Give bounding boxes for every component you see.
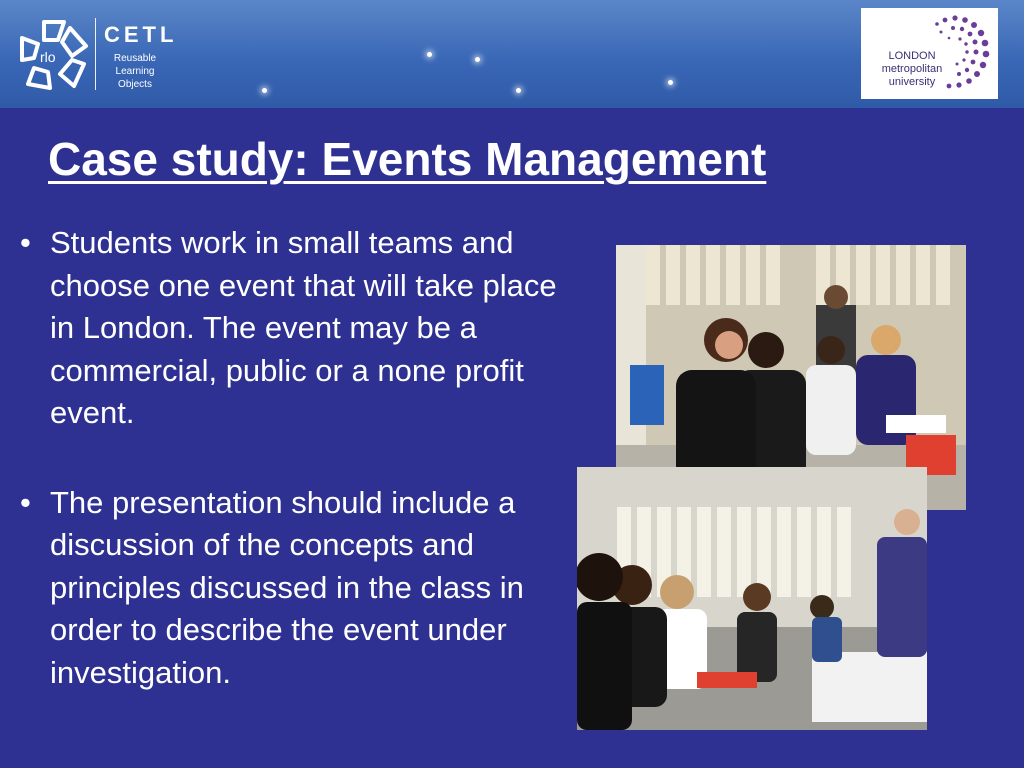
sparkle	[516, 88, 521, 93]
cetl-subtitle-line: Reusable	[113, 53, 157, 64]
sparkle	[475, 57, 480, 62]
university-name	[868, 50, 956, 89]
sparkle	[668, 80, 673, 85]
bullet-text: Students work in small teams and choose one event that will take place in London. The event may be a commercial, public or a none profit event.	[50, 225, 557, 430]
bullet-list	[18, 222, 583, 694]
bullet-marker: •	[20, 225, 31, 260]
bullet-text: The presentation should include a discussion of the concepts and principles discussed in the class in order to describe the event under investigation.	[50, 484, 524, 690]
logo-divider	[95, 18, 96, 90]
classroom-photo-lecture	[577, 467, 927, 730]
bullet-item	[18, 222, 583, 435]
slide-title: Case study: Events Management	[48, 133, 767, 185]
sparkle	[262, 88, 267, 93]
university-name-line: university	[888, 76, 936, 88]
cetl-subtitle-line: Objects	[118, 79, 152, 90]
sparkle	[427, 52, 432, 57]
bullet-marker: •	[20, 484, 31, 520]
university-name-line: LONDON	[888, 50, 936, 62]
cetl-title: CETL	[104, 22, 178, 47]
university-name-line: metropolitan	[881, 63, 943, 75]
cetl-subtitle-line: Learning	[115, 66, 155, 77]
cetl-subtitle	[112, 52, 158, 91]
rlo-label: rlo	[40, 49, 56, 65]
recycle-rlo-icon	[14, 16, 94, 94]
bullet-item	[18, 482, 583, 695]
